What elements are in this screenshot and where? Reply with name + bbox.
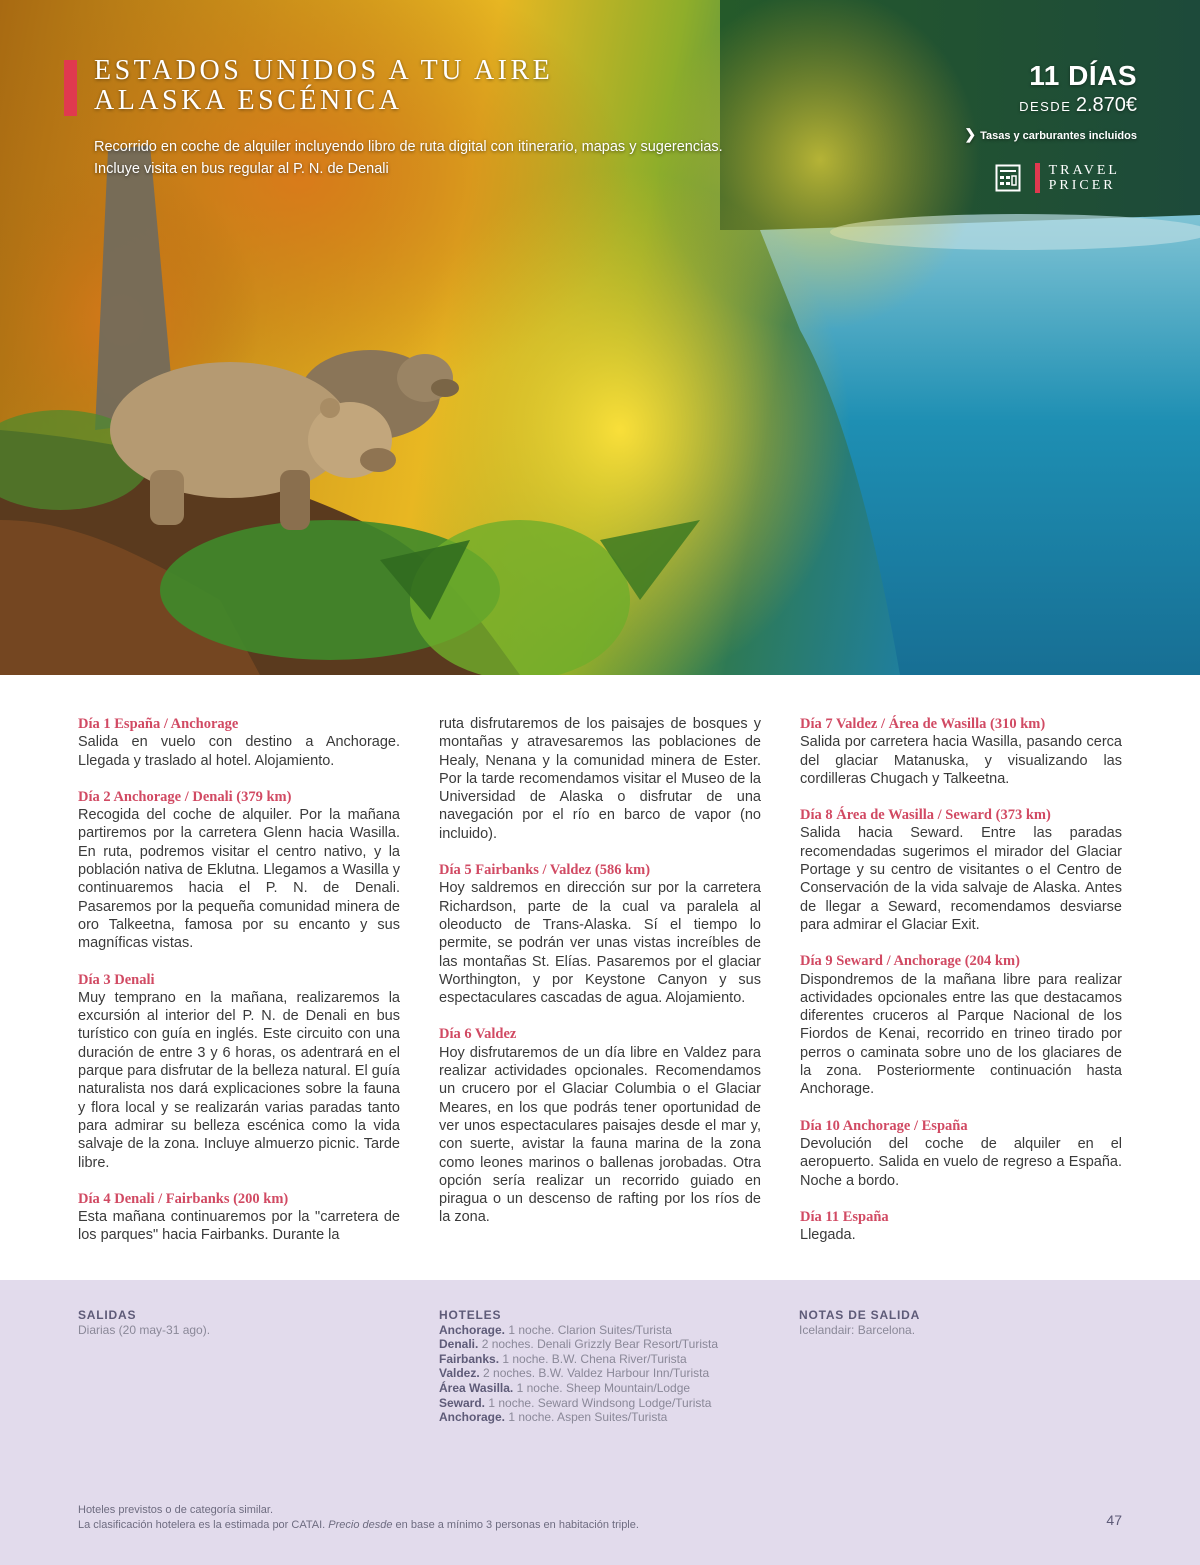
day-title: Día 1 España / Anchorage [78,716,239,732]
day-text: Llegada. [800,1227,856,1244]
hotels-section [439,1308,718,1425]
hotel-place: Valdez. [439,1366,480,1381]
travel-pricer-line-2: PRICER [1048,178,1116,193]
departure-notes-text: Icelandair: Barcelona. [799,1322,916,1337]
footnote-line-2 [78,1518,639,1533]
hotel-line [439,1410,718,1425]
travel-pricer-logo [1049,163,1120,193]
hotel-line [439,1352,718,1367]
title-line-2: ALASKA ESCÉNICA [94,85,403,116]
day-title: Día 9 Seward / Anchorage (204 km) [800,953,1020,970]
footnote [78,1503,639,1532]
day-title: Día 2 Anchorage / Denali (379 km) [78,788,292,805]
itinerary-column-1 [78,715,400,1245]
hotel-place: Anchorage. [439,1322,506,1337]
hotel-detail: 2 noches. B.W. Valdez Harbour Inn/Turista [479,1366,710,1381]
day-text: Recogida del coche de alquiler. Por la mañana partiremos por la carretera Glenn hacia Wasilla. En ruta, podremos visitar el centro nativo, y la población nativa de Eklutna. Llegamos a Wasilla y continuaremos hacia el P. N. de Denali. Pasaremos por la pequeña comunidad minera de oro Talkeetna, famosa por su encanto y sus magníficas vistas. [78,807,400,952]
page-title [94,56,553,116]
hotel-line [439,1366,718,1381]
day-title: Día 5 Fairbanks / Valdez (586 km) [439,862,651,879]
hotel-detail: 2 noches. Denali Grizzly Bear Resort/Turista [478,1337,719,1352]
title-line-1: ESTADOS UNIDOS A TU AIRE [94,55,554,86]
calculator-icon [995,164,1021,192]
day-title: Día 10 Anchorage / España [800,1117,968,1134]
taxes-label: Tasas y carburantes incluidos [980,130,1137,142]
hotel-detail: 1 noche. Aspen Suites/Turista [505,1410,668,1425]
hotel-line [439,1396,718,1411]
chevron-right-icon: ❯ [964,126,977,142]
hotel-line [439,1381,718,1396]
day-text-continuation: ruta disfrutaremos de los paisajes de bosques y montañas y atravesaremos las poblaciones de Healy, Nenana y la comunidad minera de Ester. Por la tarde recomendamos visitar el Museo de la Universidad de Alaska o disfrutar de una navegación por el río en barco de vapor (no incluido). [439,716,761,842]
travel-pricer-accent-bar [1035,163,1040,193]
hotel-detail: 1 noche. Seward Windsong Lodge/Turista [485,1395,712,1410]
day-title: Día 7 Valdez / Área de Wasilla (310 km) [800,716,1046,732]
hotels-heading: HOTELES [439,1308,502,1322]
day-text: Salida hacia Seward. Entre las paradas recomendadas sugerimos el mirador del Glaciar Portage y su centro de visitantes o el Centro de Conservación de la vida salvaje de Alaska. Antes de llegar a Seward, recomendamos desviarse para admirar el Glaciar Exit. [800,825,1122,933]
day-title: Día 4 Denali / Fairbanks (200 km) [78,1190,289,1207]
travel-pricer-line-1: TRAVEL [1048,163,1120,178]
subtitle-line-1: Recorrido en coche de alquiler incluyendo libro de ruta digital con itinerario, mapas y sugerencias. [94,139,723,155]
hotel-line [439,1323,718,1338]
day-title: Día 6 Valdez [439,1026,517,1043]
day-title: Día 8 Área de Wasilla / Seward (373 km) [800,807,1051,824]
day-text: Dispondremos de la mañana libre para realizar actividades opcionales entre las que destacamos diferentes cruceros al Parque Nacional de los Fiordos de Kenai, recorrido en trineo tirado por perros o caminata sobre uno de los glaciares de la zona. Posteriormente continuación hasta Anchorage. [800,971,1122,1098]
departures-text: Diarias (20 may-31 ago). [78,1322,211,1337]
departures-section [78,1308,210,1337]
page-number: 47 [1106,1512,1122,1528]
footnote-text-b: en base a mínimo 3 personas en habitación triple. [392,1518,639,1531]
day-text: Hoy saldremos en dirección sur por la carretera Richardson, parte de la cual va paralela al oleoducto de Trans-Alaska. Sí el tiempo lo permite, se podrán ver unas vistas increíbles de las montañas St. Elías. Pasaremos por el glaciar Worthington, y por Keystone Canyon y sus espectaculares cascadas de agua. Alojamiento. [439,880,761,1007]
itinerary-column-3 [800,715,1122,1244]
footnote-emphasis: Precio desde [328,1518,393,1531]
hotel-place: Área Wasilla. [439,1380,514,1395]
day-text: Muy temprano en la mañana, realizaremos la excursión al interior del P. N. de Denali en bus turístico con guía en inglés. Este circuito con una duración de entre 3 y 6 horas, os adentrará en el parque para disfrutar de la belleza natural. El guía naturalista nos dará explicaciones sobre la fauna y flora local y se realizarán varias paradas tanto para admirar su belleza escénica como la vida salvaje de la zona. Incluye almuerzo picnic. Tarde libre. [78,989,400,1171]
taxes-note[interactable] [964,126,1137,143]
hero-image [0,0,1200,675]
hotel-detail: 1 noche. B.W. Chena River/Turista [499,1351,687,1366]
day-text: Hoy disfrutaremos de un día libre en Valdez para realizar actividades opcionales. Recomendamos un crucero por el Glaciar Columbia o el Glaciar Meares, en los que podrás tener oportunidad de ver unos espectaculares paisajes desde el mar y, con suerte, avistar la fauna marina de la zona como leones marinos o ballenas jorobadas. Otra opción sería realizar un recorrido guiado en piragua o un descenso de rafting por los ríos de la zona. [439,1044,761,1226]
trip-price [1019,94,1137,117]
trip-subtitle [94,136,774,180]
travel-pricer-link[interactable] [995,162,1120,194]
hotel-place: Anchorage. [439,1410,506,1425]
hotel-place: Fairbanks. [439,1351,500,1366]
hotel-detail: 1 noche. Sheep Mountain/Lodge [513,1380,691,1395]
day-title: Día 11 España [800,1208,889,1225]
departure-notes-heading: NOTAS DE SALIDA [799,1308,921,1322]
price-amount: 2.870€ [1075,94,1137,116]
day-title: Día 3 Denali [78,971,155,988]
itinerary-column-2 [439,715,761,1227]
price-prefix: DESDE [1019,99,1072,114]
hotel-line [439,1337,718,1352]
title-accent-bar [64,60,77,116]
day-text: Devolución del coche de alquiler en el aeropuerto. Salida en vuelo de regreso a España. Noche a bordo. [800,1135,1122,1189]
departure-notes-section [799,1308,920,1337]
hotel-place: Denali. [439,1337,479,1352]
day-text: Salida por carretera hacia Wasilla, pasando cerca del glaciar Matanuska, y visualizando las cordilleras Chugach y Talkeetna. [800,734,1122,787]
day-text: Esta mañana continuaremos por la "carretera de los parques" hacia Fairbanks. Durante la [78,1209,400,1244]
hotel-detail: 1 noche. Clarion Suites/Turista [505,1322,672,1337]
hotel-place: Seward. [439,1395,486,1410]
footnote-text-a: La clasificación hotelera es la estimada por CATAI. [78,1518,329,1531]
day-text: Salida en vuelo con destino a Anchorage. Llegada y traslado al hotel. Alojamiento. [78,734,400,769]
footnote-line-1: Hoteles previstos o de categoría similar. [78,1504,274,1516]
trip-duration: 11 DÍAS [1029,60,1137,91]
departures-heading: SALIDAS [78,1308,137,1322]
subtitle-line-2: Incluye visita en bus regular al P. N. de Denali [94,161,389,177]
